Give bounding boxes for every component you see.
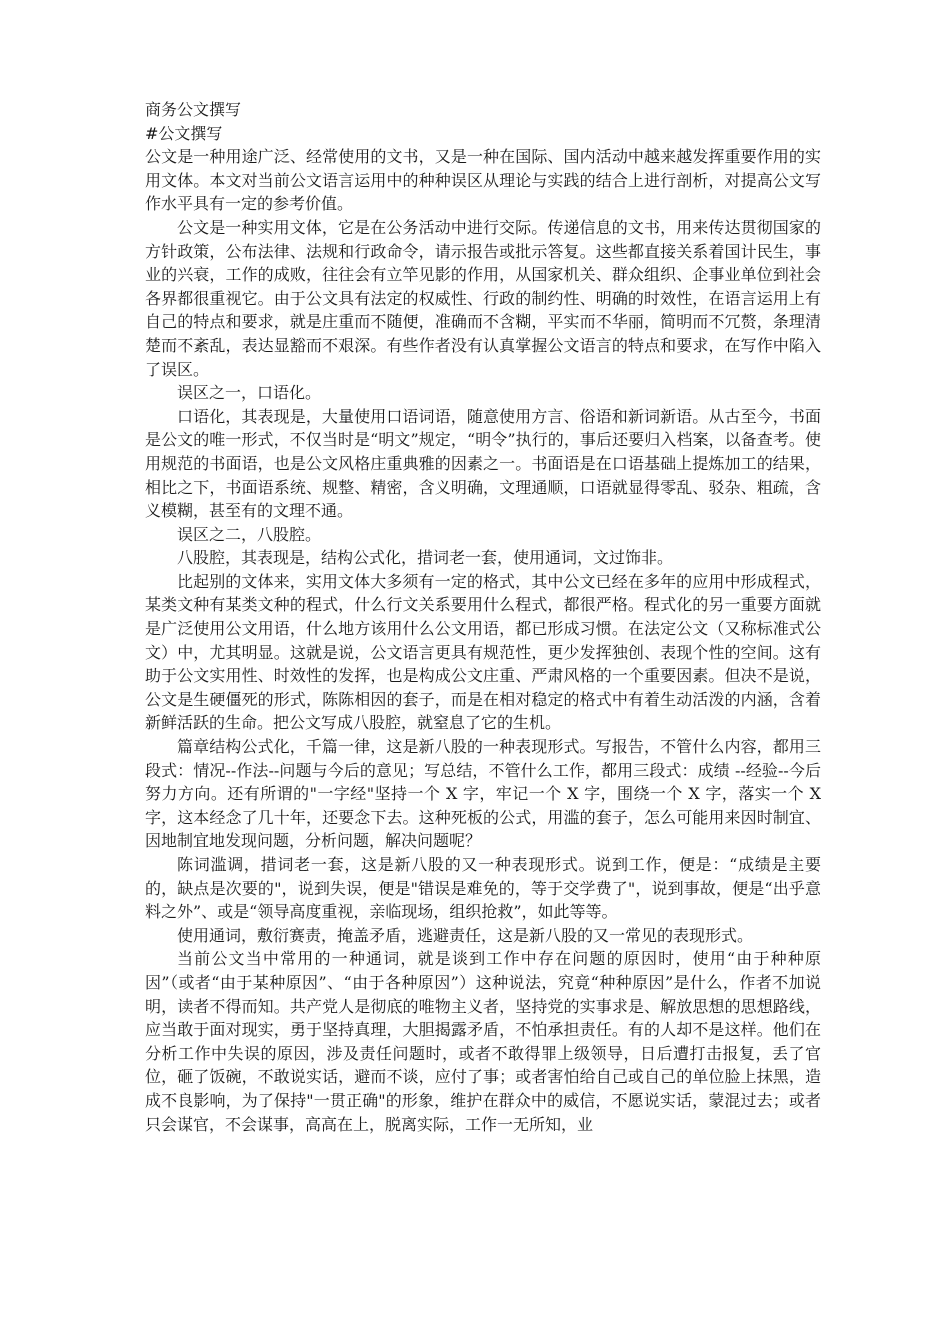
section-heading-2: 误区之二，八股腔。 bbox=[177, 524, 322, 544]
body-paragraph: 比起别的文体来，实用文体大多须有一定的格式，其中公文已经在多年的应用中形成程式，某类文种有某类文种的程式，什么行文关系要用什么程式，都很严格。程式化的另一重要方面就是广泛使用公文用语，什么地方该用什么公文用语，都已形成习惯。在法定公文（又称标准式公文）中，尤其明显。这就是说，公文语言更具有规范性，更少发挥独创、表现个性的空间。这有助于公文实用性、时效性的发挥，也是构成公文庄重、严肃风格的一个重要因素。但决不是说，公文是生硬僵死的形式，陈陈相因的套子，而是在相对稳定的格式中有着生动活泼的内涵，含着新鲜活跃的生命。把公文写成八股腔，就窒息了它的生机。 bbox=[145, 571, 821, 733]
body-paragraph: 陈词滥调，措词老一套，这是新八股的又一种表现形式。说到工作，便是：“成绩是主要的，缺点是次要的"，说到失误，便是"错误是难免的，等于交学费了"，说到事故，便是“出乎意料之外”、或是“领导高度重视，亲临现场，组织抢救”，如此等等。 bbox=[145, 855, 821, 922]
document-tag: #公文撰写 bbox=[145, 123, 223, 143]
document-title: 商务公文撰写 bbox=[145, 100, 242, 119]
body-paragraph: 当前公文当中常用的一种通词，就是谈到工作中存在问题的原因时，使用“由于种种原因”（或者“由于某种原因”、“由于各种原因”）这种说法，究竟“种种原因”是什么，作者不加说明，读者不得而知。共产党人是彻底的唯物主义者，坚持党的实事求是、解放思想的思想路线，应当敢于面对现实，勇于坚持真理，大胆揭露矛盾，不怕承担责任。有的人却不是这样。他们在分析工作中失误的原因，涉及责任问题时，或者不敢得罪上级领导，日后遭打击报复，丢了官位，砸了饭碗，不敢说实话，避而不谈，应付了事；或者害怕给自己或自己的单位脸上抹黑，造成不良影响，为了保持"一贯正确"的形象，维护在群众中的威信，不愿说实话，蒙混过去；或者只会谋官，不会谋事，高高在上，脱离实际，工作一无所知，业 bbox=[145, 949, 821, 1134]
body-paragraph: 公文是一种实用文体，它是在公务活动中进行交际。传递信息的文书，用来传达贯彻国家的方针政策，公布法律、法规和行政命令，请示报告或批示答复。这些都直接关系着国计民生，事业的兴衰，工作的成败，往往会有立竿见影的作用，从国家机关、群众组织、企事业单位到社会各界都很重视它。由于公文具有法定的权威性、行政的制约性、明确的时效性，在语言运用上有自己的特点和要求，就是庄重而不随便，准确而不含糊，平实而不华丽，简明而不冗赘，条理清楚而不紊乱，表达显豁而不艰深。有些作者没有认真掌握公文语言的特点和要求，在写作中陷入了误区。 bbox=[145, 217, 821, 379]
body-paragraph: 口语化，其表现是，大量使用口语词语，随意使用方言、俗语和新词新语。从古至今，书面是公文的唯一形式，不仅当时是“明文”规定，“明令”执行的，事后还要归入档案，以备查考。使用规范的书面语，也是公文风格庄重典雅的因素之一。书面语是在口语基础上提炼加工的结果，相比之下，书面语系统、规整、精密，含义明确，文理通顺，口语就显得零乱、驳杂、粗疏，含义模糊，甚至有的文理不通。 bbox=[145, 406, 821, 521]
body-paragraph: 篇章结构公式化，千篇一律，这是新八股的一种表现形式。写报告，不管什么内容，都用三段式：情况--作法--问题与今后的意见；写总结，不管什么工作，都用三段式：成绩 --经验--今后努力方向。还有所谓的"一字经"坚持一个 X 字，牢记一个 X 字，围绕一个 X 字，落实一个 X 字，这本经念了几十年，还要念下去。这种死板的公式，用滥的套子，怎么可能用来因时制宜、因地制宜地发现问题，分析问题，解决问题呢？ bbox=[145, 737, 821, 851]
document-page bbox=[145, 98, 821, 1136]
intro-paragraph: 公文是一种用途广泛、经常使用的文书，又是一种在国际、国内活动中越来越发挥重要作用的实用文体。本文对当前公文语言运用中的种种误区从理论与实践的结合上进行剖析，对提高公文写作水平具有一定的参考价值。 bbox=[145, 147, 821, 214]
body-paragraph: 八股腔，其表现是，结构公式化，措词老一套，使用通词，文过饰非。 bbox=[177, 548, 674, 568]
section-heading-1: 误区之一，口语化。 bbox=[177, 383, 322, 403]
body-paragraph: 使用通词，敷衍赛责，掩盖矛盾，逃避责任，这是新八股的又一常见的表现形式。 bbox=[177, 925, 754, 945]
